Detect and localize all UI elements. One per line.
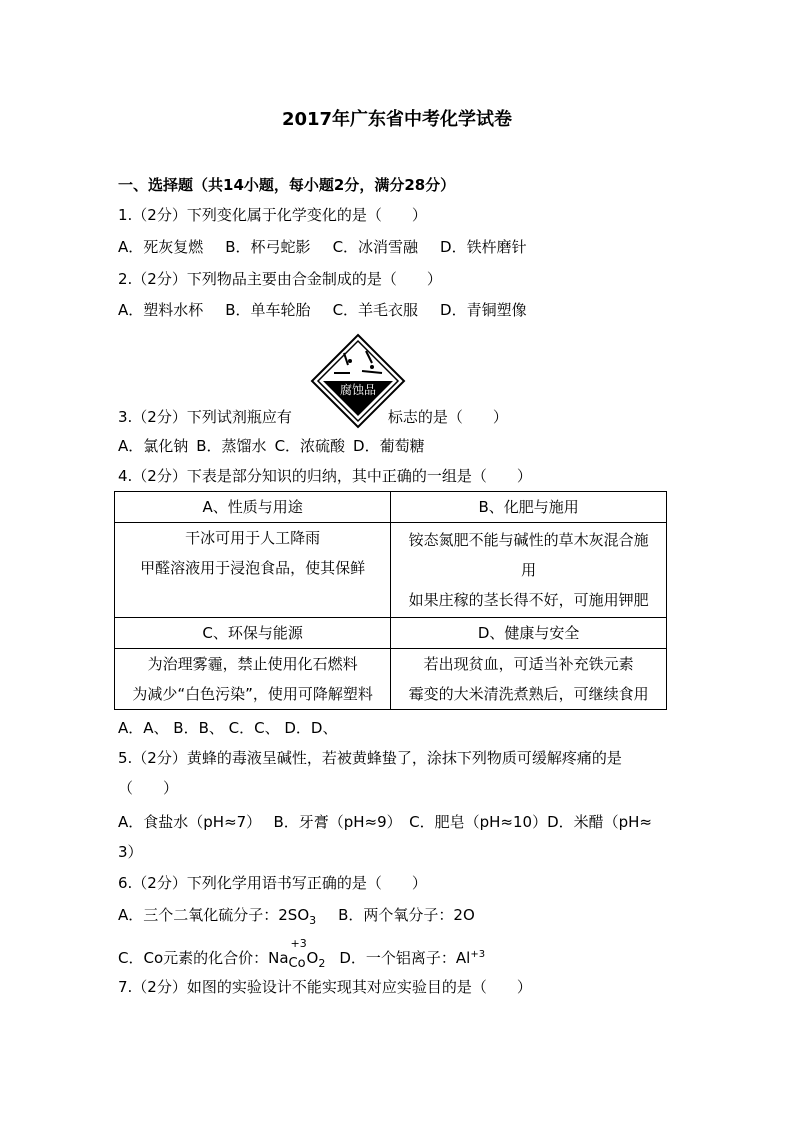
table-text: 甲醛溶液用于浸泡食品，使其保鲜 bbox=[140, 559, 366, 577]
question-6-stem: 6.（2分）下列化学用语书写正确的是（ ） bbox=[118, 874, 427, 892]
table-header-b: B、化肥与施用 bbox=[391, 492, 667, 523]
question-5-paren: （ ） bbox=[118, 779, 179, 797]
table-text: 干冰可用于人工降雨 bbox=[185, 529, 321, 547]
question-2-stem: 2.（2分）下列物品主要由合金制成的是（ ） bbox=[118, 270, 442, 288]
section-heading: 一、选择题（共14小题，每小题2分，满分28分） bbox=[118, 176, 456, 194]
option-d: D．铁杵磨针 bbox=[440, 238, 527, 256]
table-text: 霉变的大米清洗煮熟后，可继续食用 bbox=[408, 685, 649, 703]
valence-mark: +3 bbox=[290, 937, 307, 950]
table-text: 如果庄稼的茎长得不好，可施用钾肥 bbox=[408, 591, 649, 609]
table-header-c: C、环保与能源 bbox=[115, 618, 391, 649]
question-2-options bbox=[118, 299, 527, 321]
superscript: +3 bbox=[470, 949, 486, 960]
table-text: 为治理雾霾，禁止使用化石燃料 bbox=[147, 655, 358, 673]
option-c: C．冰消雪融 bbox=[332, 238, 419, 256]
knowledge-table bbox=[114, 491, 667, 710]
option-d-text: D．一个铝离子：Al bbox=[339, 949, 471, 967]
option-c-text: C．Co元素的化合价：Na bbox=[118, 949, 289, 967]
question-6-options-ab bbox=[118, 904, 475, 932]
question-3-stem-a: 3.（2分）下列试剂瓶应有 bbox=[118, 408, 292, 426]
option-d: D．葡萄糖 bbox=[353, 437, 425, 455]
table-text: 用 bbox=[521, 561, 537, 579]
table-text: 为减少“白色污染”，使用可降解塑料 bbox=[132, 685, 373, 703]
table-cell-a bbox=[115, 523, 391, 618]
sign-label: 腐蚀品 bbox=[339, 383, 377, 397]
question-3-stem bbox=[118, 406, 508, 428]
table-cell-c bbox=[115, 649, 391, 710]
element-o: O bbox=[306, 949, 319, 967]
subscript: 2 bbox=[318, 957, 326, 970]
question-1-stem: 1.（2分）下列变化属于化学变化的是（ ） bbox=[118, 206, 427, 224]
question-5-options-cont: 3） bbox=[118, 843, 143, 861]
option-b: B．蒸馏水 bbox=[196, 437, 267, 455]
option-a: A．塑料水杯 bbox=[118, 301, 204, 319]
question-4-stem: 4.（2分）下表是部分知识的归纳，其中正确的一组是（ ） bbox=[118, 467, 532, 485]
exam-title: 2017年广东省中考化学试卷 bbox=[281, 109, 513, 130]
question-4-options: A．A、 B．B、 C．C、 D．D、 bbox=[118, 719, 338, 737]
option-c: C．羊毛衣服 bbox=[332, 301, 419, 319]
table-header-a: A、性质与用途 bbox=[115, 492, 391, 523]
question-3-stem-b: 标志的是（ ） bbox=[387, 408, 508, 426]
element-co: Co bbox=[288, 956, 306, 971]
question-3-options bbox=[118, 435, 425, 457]
table-text: 铵态氮肥不能与碱性的草木灰混合施 bbox=[408, 531, 649, 549]
valence-co bbox=[288, 937, 307, 971]
table-cell-d bbox=[391, 649, 667, 710]
table-cell-b bbox=[391, 523, 667, 618]
option-c bbox=[118, 937, 326, 971]
question-5-options: A．食盐水（pH≈7） B．牙膏（pH≈9） C．肥皂（pH≈10）D．米醋（pH≈ bbox=[118, 813, 652, 831]
option-b: B．单车轮胎 bbox=[225, 301, 311, 319]
question-1-options bbox=[118, 236, 527, 258]
option-b: B．杯弓蛇影 bbox=[225, 238, 311, 256]
question-7-stem: 7.（2分）如图的实验设计不能实现其对应实验目的是（ ） bbox=[118, 978, 532, 996]
option-a: A．氯化钠 bbox=[118, 437, 189, 455]
question-5-stem: 5.（2分）黄蜂的毒液呈碱性，若被黄蜂蛰了，涂抹下列物质可缓解疼痛的是 bbox=[118, 749, 622, 767]
subscript: 3 bbox=[309, 914, 317, 927]
option-c: C．浓硫酸 bbox=[274, 437, 346, 455]
option-a bbox=[118, 906, 317, 927]
table-header-d: D、健康与安全 bbox=[391, 618, 667, 649]
table-text: 若出现贫血，可适当补充铁元素 bbox=[423, 655, 634, 673]
option-b: B．两个氧分子：2O bbox=[338, 906, 475, 924]
option-d bbox=[339, 949, 485, 967]
option-a-text: A．三个二氧化硫分子：2SO bbox=[118, 906, 310, 924]
question-6-options-cd bbox=[118, 937, 486, 975]
option-a: A．死灰复燃 bbox=[118, 238, 204, 256]
option-d: D．青铜塑像 bbox=[440, 301, 527, 319]
